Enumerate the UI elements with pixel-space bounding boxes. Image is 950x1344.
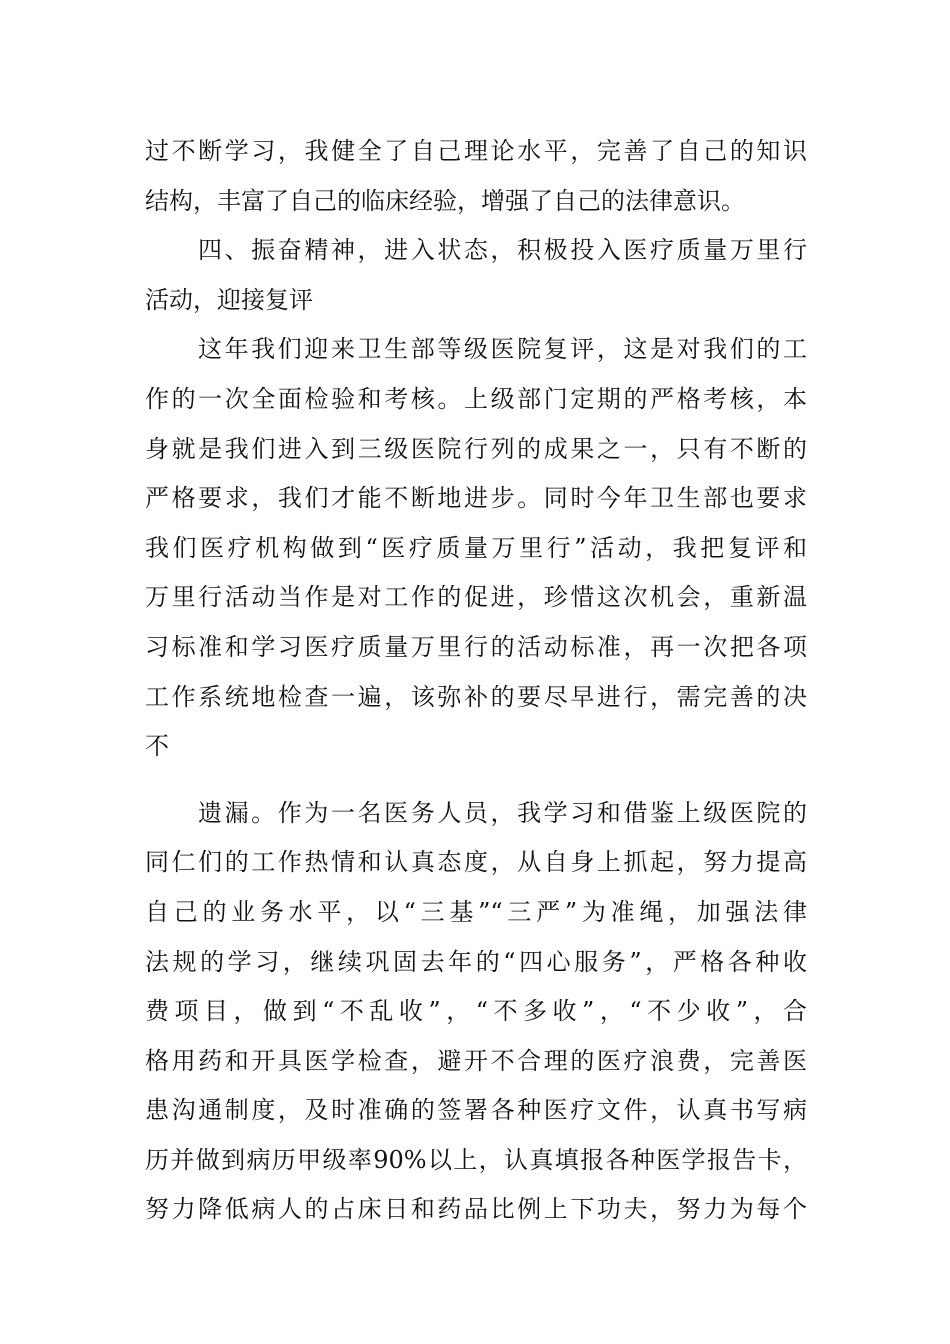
paragraph-gap xyxy=(145,772,807,789)
heading-line: 四、振奋精神，进入状态，积极投入医疗质量万里行 xyxy=(198,236,807,265)
text-line: 身就是我们进入到三级医院行列的成果之一，只有不断的 xyxy=(145,434,807,463)
paragraph-medical-staff xyxy=(145,789,807,1235)
text-line: 我们医疗机构做到“医疗质量万里行”活动，我把复评和 xyxy=(145,533,807,562)
text-line: 这年我们迎来卫生部等级医院复评，这是对我们的工 xyxy=(198,335,807,364)
text-line: 遗漏。作为一名医务人员，我学习和借鉴上级医院的 xyxy=(198,798,807,827)
section-heading-four xyxy=(145,226,807,325)
text-line: 同仁们的工作热情和认真态度，从自身上抓起，努力提高 xyxy=(145,848,807,877)
text-line: 历并做到病历甲级率90%以上，认真填报各种医学报告卡， xyxy=(145,1145,807,1174)
text-line: 努力降低病人的占床日和药品比例上下功夫，努力为每个 xyxy=(145,1195,807,1224)
text-line: 不 xyxy=(145,732,169,761)
text-line: 自己的业务水平，以“三基”“三严”为准绳，加强法律 xyxy=(145,897,807,926)
text-line: 法规的学习，继续巩固去年的“四心服务”，严格各种收 xyxy=(145,947,807,976)
text-line: 万里行活动当作是对工作的促进，珍惜这次机会，重新温 xyxy=(145,583,807,612)
text-line: 患沟通制度，及时准确的签署各种医疗文件，认真书写病 xyxy=(145,1096,807,1125)
text-line: 严格要求，我们才能不断地进步。同时今年卫生部也要求 xyxy=(145,484,807,513)
document-body xyxy=(145,127,807,1235)
text-line: 费项目，做到“不乱收”，“不多收”，“不少收”，合 xyxy=(145,997,807,1026)
paragraph-continuation xyxy=(145,127,807,226)
text-line: 作的一次全面检验和考核。上级部门定期的严格考核，本 xyxy=(145,384,807,413)
text-line: 格用药和开具医学检查，避开不合理的医疗浪费，完善医 xyxy=(145,1046,807,1075)
paragraph-review xyxy=(145,325,807,771)
text-line: 结构，丰富了自己的临床经验，增强了自己的法律意识。 xyxy=(145,186,745,215)
heading-line: 活动，迎接复评 xyxy=(145,285,313,314)
text-line: 习标准和学习医疗质量万里行的活动标准，再一次把各项 xyxy=(145,632,807,661)
text-line: 过不断学习，我健全了自己理论水平，完善了自己的知识 xyxy=(145,137,807,165)
text-line: 工作系统地检查一遍，该弥补的要尽早进行，需完善的决 xyxy=(145,682,807,711)
